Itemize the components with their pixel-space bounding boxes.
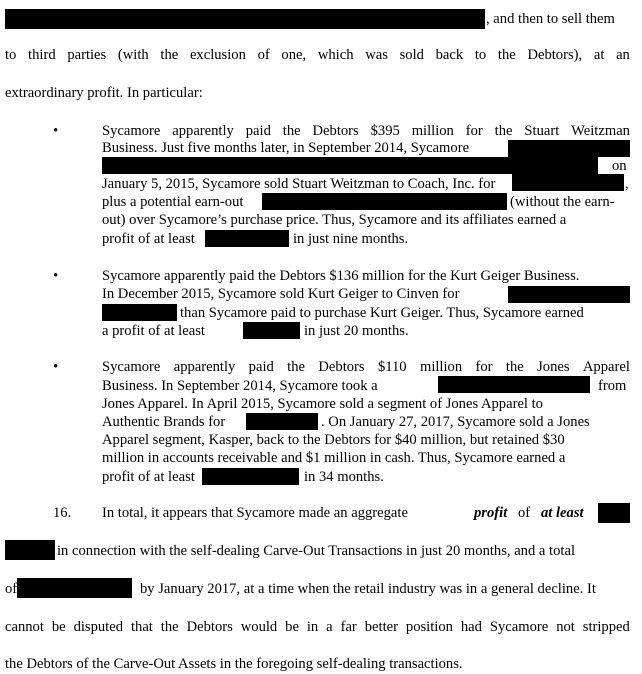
text-line: in connection with the self-dealing Carve-Out Transactions in just 20 months, and a total bbox=[57, 543, 575, 559]
text-line: by January 2017, at a time when the retail industry was in a general decline. It bbox=[140, 581, 596, 597]
word: which bbox=[317, 47, 354, 63]
word: Sycamore bbox=[102, 123, 161, 139]
text-line: from bbox=[598, 378, 627, 394]
word: better bbox=[364, 619, 398, 635]
redaction-block bbox=[205, 230, 289, 247]
text-line: Authentic Brands for bbox=[102, 414, 226, 430]
text-line: (without the earn- bbox=[510, 194, 615, 210]
word: Jones bbox=[537, 359, 570, 375]
bullet-marker: • bbox=[53, 359, 59, 375]
text-line: Sycamore apparently paid the Debtors $136 million for the Kurt Geiger Business. bbox=[102, 268, 580, 284]
word: far bbox=[340, 619, 357, 635]
redaction-block bbox=[246, 413, 318, 430]
word: (with bbox=[117, 47, 149, 63]
redaction-block bbox=[598, 503, 630, 523]
text-line: a profit of at least bbox=[102, 323, 205, 339]
word: a bbox=[326, 619, 333, 635]
text-line: January 5, 2015, Sycamore sold Stuart Weitzman to Coach, Inc. for bbox=[102, 176, 496, 192]
text-line: , bbox=[625, 176, 629, 192]
word: Debtors bbox=[186, 619, 233, 635]
word: million bbox=[419, 359, 463, 375]
word: to bbox=[5, 47, 17, 63]
word: the bbox=[160, 47, 179, 63]
text-line: million in accounts receivable and $1 million in cash. Thus, Sycamore earned a bbox=[102, 450, 566, 466]
emphasis-profit: profit bbox=[474, 505, 508, 521]
redaction-block bbox=[438, 376, 590, 393]
text-line: Apparel segment, Kasper, back to the Debtors for $40 million, but retained $30 bbox=[102, 432, 565, 448]
word: Debtors bbox=[318, 359, 365, 375]
word: apparently bbox=[173, 359, 236, 375]
word: exclusion bbox=[189, 47, 246, 63]
bullet-marker: • bbox=[53, 268, 59, 284]
word: in bbox=[306, 619, 319, 635]
text-line: profit of at least bbox=[102, 469, 195, 485]
redaction-block bbox=[202, 468, 299, 485]
word: the bbox=[282, 123, 301, 139]
word: an bbox=[616, 47, 630, 63]
word: the bbox=[494, 123, 513, 139]
word: position bbox=[405, 619, 453, 635]
word: that bbox=[130, 619, 153, 635]
word: cannot bbox=[5, 619, 44, 635]
text-line: out) over Sycamore’s purchase price. Thus, Sycamore and its affiliates earned a bbox=[102, 212, 567, 228]
word: of bbox=[257, 47, 270, 63]
text-line: Business. Just five months later, in September 2014, Sycamore bbox=[102, 140, 470, 156]
redaction-block bbox=[508, 286, 630, 303]
word: Debtors bbox=[312, 123, 359, 139]
text-line: than Sycamore paid to purchase Kurt Geiger. Thus, Sycamore earned bbox=[180, 305, 584, 321]
word: had bbox=[460, 619, 482, 635]
word: paid bbox=[248, 359, 274, 375]
text-line: in just 20 months. bbox=[304, 323, 409, 339]
text-line: plus a potential earn-out bbox=[102, 194, 244, 210]
word: Stuart bbox=[524, 123, 560, 139]
word: Apparel bbox=[582, 359, 630, 375]
redaction-block bbox=[17, 578, 132, 598]
word: $110 bbox=[377, 359, 407, 375]
text-line: in just nine months. bbox=[293, 231, 409, 247]
redaction-block bbox=[243, 322, 300, 339]
word: stripped bbox=[582, 619, 630, 635]
text-line: In December 2015, Sycamore sold Kurt Geiger to Cinven for bbox=[102, 286, 460, 302]
word: the bbox=[287, 359, 306, 375]
word: at bbox=[593, 47, 605, 63]
word: back bbox=[435, 47, 464, 63]
word: would bbox=[240, 619, 278, 635]
text-line: In total, it appears that Sycamore made an aggregate bbox=[102, 505, 408, 521]
redaction-block bbox=[512, 174, 624, 191]
justified-line bbox=[102, 359, 630, 376]
word: Weitzman bbox=[571, 123, 630, 139]
text-line: . On January 27, 2017, Sycamore sold a Jones bbox=[321, 414, 590, 430]
text-line: of bbox=[5, 581, 18, 597]
paragraph-number: 16. bbox=[53, 505, 72, 521]
redaction-block bbox=[508, 140, 630, 157]
text-line: the Debtors of the Carve-Out Assets in the foregoing self-dealing transactions. bbox=[5, 656, 463, 672]
word: to bbox=[474, 47, 487, 63]
word: paid bbox=[245, 123, 271, 139]
text-line: on bbox=[612, 158, 627, 174]
redaction-block bbox=[102, 157, 598, 174]
word: million bbox=[411, 123, 454, 139]
redaction-block bbox=[102, 304, 177, 321]
word: not bbox=[556, 619, 575, 635]
word: apparently bbox=[172, 123, 234, 139]
redaction-block bbox=[262, 193, 507, 210]
word: the bbox=[505, 359, 524, 375]
emphasis-at-least: at least bbox=[541, 505, 584, 521]
text-line: in 34 months. bbox=[304, 469, 384, 485]
word: the bbox=[160, 619, 179, 635]
text-line: Business. In September 2014, Sycamore took a bbox=[102, 378, 378, 394]
word: was bbox=[365, 47, 388, 63]
word: the bbox=[497, 47, 516, 63]
word: $395 bbox=[370, 123, 400, 139]
word: one, bbox=[281, 47, 307, 63]
text-line: , and then to sell them bbox=[486, 11, 615, 27]
word: Sycamore bbox=[102, 359, 161, 375]
word: disputed bbox=[73, 619, 124, 635]
word: third bbox=[28, 47, 56, 63]
word: Debtors), bbox=[527, 47, 583, 63]
redaction-block bbox=[5, 9, 485, 29]
redaction-block bbox=[5, 540, 55, 560]
word: be bbox=[51, 619, 66, 635]
word: Sycamore bbox=[489, 619, 549, 635]
bullet-marker: • bbox=[53, 123, 59, 139]
justified-line bbox=[5, 47, 630, 64]
word: parties bbox=[67, 47, 107, 63]
text-line: of bbox=[518, 505, 531, 521]
text-line: Jones Apparel. In April 2015, Sycamore sold a segment of Jones Apparel to bbox=[102, 396, 543, 412]
justified-line bbox=[5, 619, 630, 636]
word: be bbox=[285, 619, 299, 635]
word: for bbox=[465, 123, 483, 139]
text-line: extraordinary profit. In particular: bbox=[5, 85, 203, 101]
word: sold bbox=[399, 47, 424, 63]
text-line: profit of at least bbox=[102, 231, 195, 247]
word: for bbox=[475, 359, 493, 375]
justified-line bbox=[102, 123, 630, 140]
